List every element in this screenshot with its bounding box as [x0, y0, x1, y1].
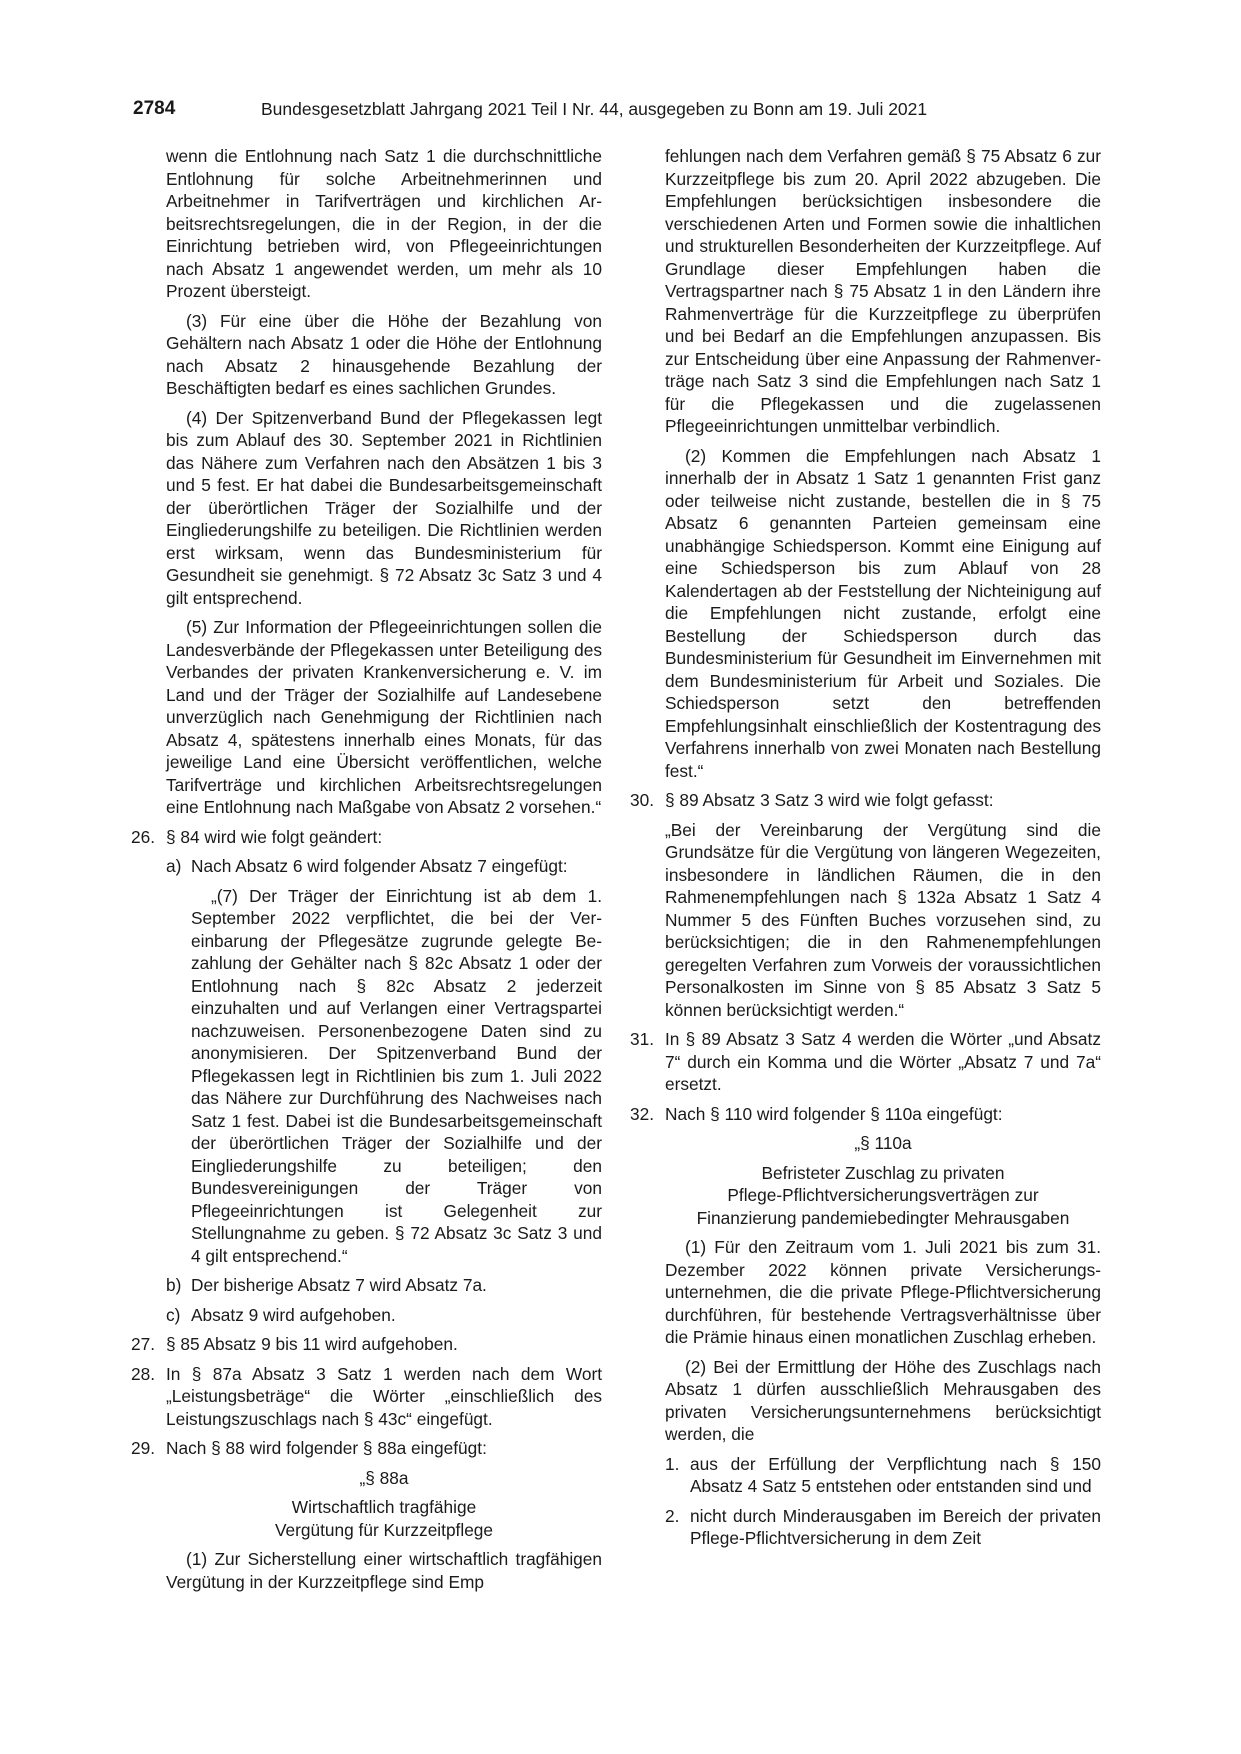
section-number: „§ 110a: [854, 1133, 912, 1153]
section-110a-paragraph-1: (1) Für den Zeitraum vom 1. Juli 2021 bis zum 31. Dezember 2022 können private Versicherungsunternehmen, die die private Pflege-Pflichtversicherung durchführen, für bestehende Vertragsverhältnisse über die Prämie hinaus einen monatlichen Zuschlag erheben.: [665, 1237, 1101, 1347]
quoted-paragraph-7: „(7) Der Träger der Einrichtung ist ab dem 1. September 2022 verpflichtet, die bei der Vereinbarung der Pflegesätze zugrunde gelegte Bezahlung der Gehälter nach § 82c Absatz 1 oder der Entlohnung nach § 82c Absatz 2 jederzeit einzuhalten und auf Verlangen einer Vertragspartei nachzuweisen. Personenbezogene Daten sind zu anonymisieren. Der Spitzenverband Bund der Pflegekassen legt in Richtlinien bis zum 1. Juli 2022 das Nähere zur Durchführung des Nachweises nach Satz 1 fest. Dabei ist die Bundesarbeitsgemeinschaft der überörtlichen Träger der Sozialhilfe und der Eingliederungshilfe zu beteiligen; den Bundesvereinigungen der Träger von Pflegeeinrichtungen ist Gelegenheit zur Stellungnahme zu geben. § 72 Absatz 3c Satz 3 und 4 gilt entsprechend.“: [191, 885, 602, 1266]
running-title: Bundesgesetzblatt Jahrgang 2021 Teil I Nr. 44, ausgegeben zu Bonn am 19. Juli 2021: [261, 99, 928, 119]
item-text: In § 89 Absatz 3 Satz 4 werden die Wörter „und Absatz 7“ durch ein Komma und die Wörter „Absatz 7 und 7a“ ersetzt.: [665, 1029, 1101, 1094]
section-title-line: Finanzierung pandemiebedingter Mehrausgaben: [696, 1207, 1070, 1228]
enum-text: nicht durch Minderausgaben im Bereich der privaten Pflege-Pflichtversicherung in dem Zeit: [690, 1505, 1101, 1548]
list-item-30: [630, 789, 1101, 812]
section-88a-paragraph-2: (2) Kommen die Empfehlungen nach Absatz 1 innerhalb der in Absatz 1 Satz 1 genannten Frist ganz oder teilweise nicht zustande, bestellen die in § 75 Absatz 6 genannten Parteien gemeinsam eine unabhängige Schiedsperson. Kommt eine Einigung auf eine Schiedsperson bis zum Ablauf von 28 Kalendertagen ab der Feststellung der Nichteinigung auf die Empfehlungen nicht zustande, erfolgt eine Bestellung der Schiedsperson durch das Bundesministerium für Gesundheit im Einvernehmen mit dem Bundesministerium für Arbeit und Soziales. Die Schiedsperson setzt den betreffenden Empfehlungsinhalt einschließlich der Kostentragung des Verfahrens innerhalb von zwei Monaten nach Bestellung fest.“: [665, 445, 1101, 781]
item-number: 30.: [630, 790, 655, 810]
item-text: § 89 Absatz 3 Satz 3 wird wie folgt gefasst:: [665, 790, 994, 810]
item-number: 28.: [131, 1363, 156, 1384]
sub-item-a: [166, 855, 602, 878]
list-item-26: [131, 826, 602, 849]
item-text: § 85 Absatz 9 bis 11 wird aufgehoben.: [166, 1334, 458, 1354]
sub-item-c: [166, 1304, 602, 1327]
section-title-line: Befristeter Zuschlag zu privaten: [761, 1162, 1005, 1183]
item-text: § 84 wird wie folgt geändert:: [166, 826, 383, 847]
sub-item-label: a): [166, 856, 182, 876]
section-110a-paragraph-2: (2) Bei der Ermittlung der Höhe des Zuschlags nach Absatz 1 dürfen ausschließlich Mehrausgaben des privaten Versicherungsunternehmens berücksichtigt werden, die: [665, 1356, 1101, 1444]
item-number: 31.: [630, 1029, 655, 1049]
enum-number: 2.: [665, 1505, 680, 1526]
sub-item-text: Absatz 9 wird aufgehoben.: [191, 1304, 396, 1325]
item-number: 27.: [131, 1334, 156, 1354]
item-number: 26.: [131, 826, 156, 847]
item-number: 32.: [630, 1103, 655, 1124]
enum-number: 1.: [665, 1453, 680, 1474]
sub-item-b: [166, 1274, 602, 1297]
item-text: Nach § 88 wird folgender § 88a eingefügt:: [166, 1438, 487, 1458]
paragraph-4: (4) Der Spitzenverband Bund der Pflegekassen legt bis zum Ablauf des 30. September 2021 in Richtlinien das Nähere zum Verfahren nach den Absätzen 1 bis 3 und 5 fest. Er hat dabei die Bundesarbeitsgemeinschaft der überörtlichen Träger der Sozialhilfe und der Eingliederungshilfe zu beteiligen. Die Richtlinien werden erst wirksam, wenn das Bundesministerium für Gesundheit sie genehmigt. § 72 Absatz 3c Satz 3 und 4 gilt entsprechend.: [166, 407, 602, 608]
list-item-31: [630, 1028, 1101, 1096]
right-column: [630, 145, 1101, 1557]
section-number: „§ 88a: [359, 1467, 409, 1488]
sub-item-label: c): [166, 1304, 181, 1325]
enum-item-1: [665, 1453, 1101, 1498]
section-88a-paragraph-1: (1) Zur Sicherstellung einer wirtschaftlich tragfähigen Vergütung in der Kurzzeitpflege sind Emp: [166, 1549, 602, 1592]
paragraph-3: (3) Für eine über die Höhe der Bezahlung von Gehältern nach Absatz 1 oder die Höhe der Entlohnung nach Absatz 2 hinausgehende Bezahlung der Beschäftigten bedarf es eines sachlichen Grundes.: [166, 310, 602, 398]
quoted-sentence: „Bei der Vereinbarung der Vergütung sind die Grundsätze für die Vergütung von längeren Wegezeiten, insbesondere in ländlichen Räumen, die in den Rahmenempfehlungen nach § 132a Absatz 1 Satz 4 Nummer 5 des Fünften Buches vorzusehen sind, zu berücksichtigen; die in den Rahmenempfehlungen geregelten Verfahren zum Vorweis der voraussichtlichen Personalkosten im Sinne von § 85 Absatz 3 Satz 5 können berücksichtigt werden.“: [665, 819, 1101, 1020]
sub-item-text: Der bisherige Absatz 7 wird Absatz 7a.: [191, 1275, 487, 1295]
enum-text: aus der Erfüllung der Verpflichtung nach § 150 Absatz 4 Satz 5 entstehen oder entstanden sind und: [690, 1453, 1101, 1496]
quote-block-a: [191, 885, 602, 1268]
item-text: In § 87a Absatz 3 Satz 1 werden nach dem Wort „Leistungsbeträge“ die Wörter „einschließlich des Leistungszuschlags nach § 43c“ eingefügt.: [166, 1363, 602, 1429]
list-item-28: [131, 1363, 602, 1431]
section-title-line: Wirtschaftlich tragfähige: [291, 1497, 477, 1517]
list-item-29: [131, 1437, 602, 1460]
page-header: [133, 98, 1109, 126]
list-item-27: [131, 1333, 602, 1356]
page-number: 2784: [133, 98, 176, 119]
section-title-line: Pflege-Pflichtversicherungsverträgen zur: [727, 1185, 1039, 1205]
section-title-line: Vergütung für Kurzzeitpflege: [274, 1519, 494, 1540]
sub-item-text: Nach Absatz 6 wird folgender Absatz 7 eingefügt:: [191, 856, 568, 876]
section-110a-heading: [665, 1132, 1101, 1229]
list-item-32: [630, 1103, 1101, 1126]
sub-item-label: b): [166, 1275, 182, 1295]
item-number: 29.: [131, 1438, 156, 1458]
enum-item-2: [665, 1505, 1101, 1550]
section-88a-heading: [166, 1467, 602, 1542]
item-text: Nach § 110 wird folgender § 110a eingefügt:: [665, 1103, 1003, 1124]
paragraph-5: (5) Zur Information der Pflegeeinrichtungen sollen die Landesverbände der Pflegekassen unter Beteiligung des Verbandes der privaten Krankenversicherung e. V. im Land und der Träger der Sozialhilfe auf Landesebene unverzüglich nach Genehmigung der Richtlinien nach Absatz 4, spätestens innerhalb eines Monats, für das jeweilige Land eine Übersicht veröffentlichen, welche Tarifverträge und kirchlichen Arbeitsrechtsregelungen eine Entlohnung nach Maßgabe von Absatz 2 vorsehen.“: [166, 617, 602, 817]
paragraph-continued: fehlungen nach dem Verfahren gemäß § 75 Absatz 6 zur Kurzzeitpflege bis zum 20. April 2022 abzugeben. Die Empfehlungen berücksichtigen insbesondere die verschiedenen Arten und Formen sowie die inhaltlichen und strukturellen Besonderheiten der Kurzzeitpflege. Auf Grundlage dieser Empfehlungen haben die Vertragspartner nach § 75 Absatz 1 in den Ländern ihre Rahmenverträge für die Kurzzeitpflege zu überprüfen und bei Bedarf an die Empfehlungen anzupassen. Bis zur Entscheidung über eine Anpassung der Rahmenverträge nach Satz 3 sind die Empfehlungen nach Satz 1 für die Pflegekassen und die zugelassenen Pflegeeinrichtungen unmittelbar verbindlich.: [665, 146, 1101, 436]
left-column: [131, 145, 602, 1600]
paragraph-intro: wenn die Entlohnung nach Satz 1 die durchschnittliche Entlohnung für solche Arbeitnehmerinnen und Arbeitnehmer in Tarifverträgen und kirchlichen Arbeitsrechtsregelungen, die in der Region, in der die Einrichtung betrieben wird, von Pflegeeinrichtungen nach Absatz 1 angewendet werden, um mehr als 10 Prozent übersteigt.: [166, 146, 602, 301]
